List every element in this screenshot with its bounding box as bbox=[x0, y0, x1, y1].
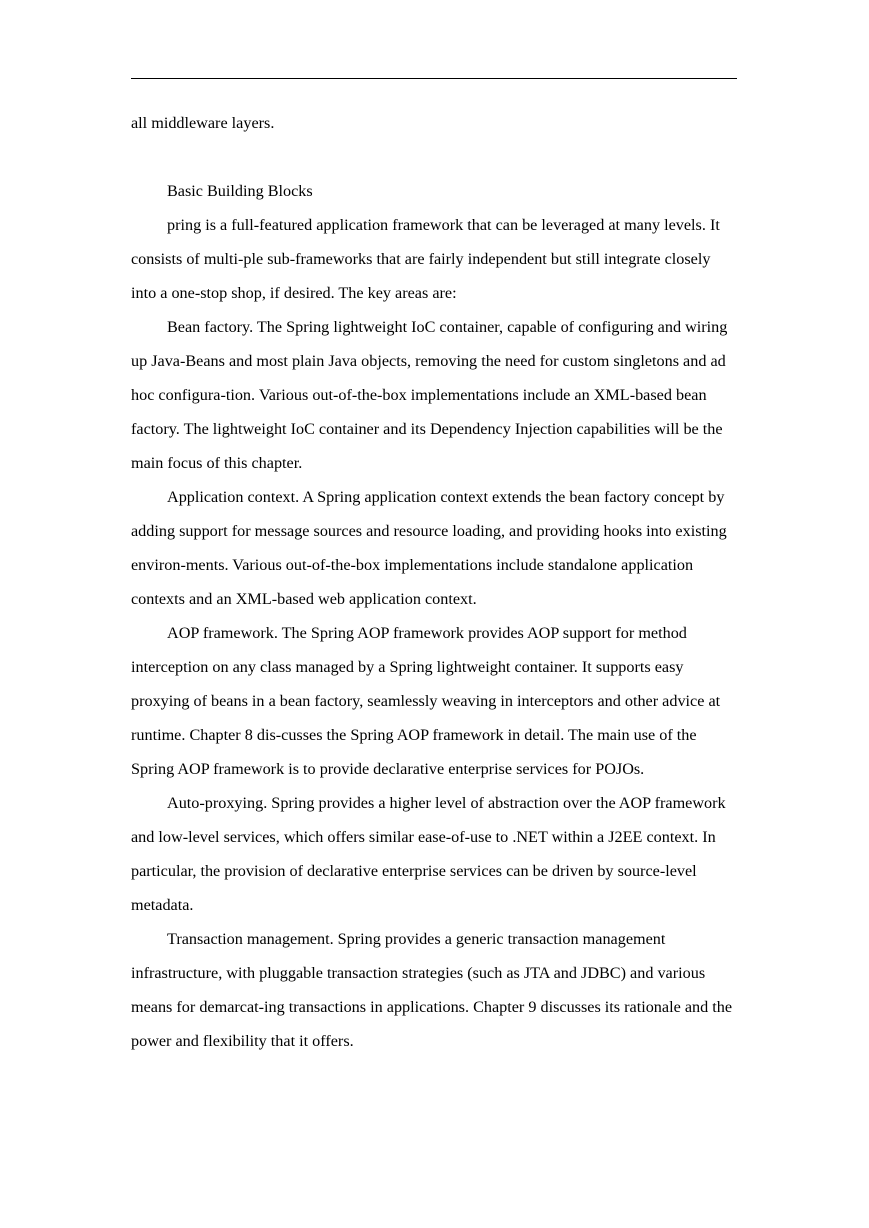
paragraph-transaction-management: Transaction management. Spring provides a generic transaction management infrastructure, with pluggable transaction strategies (such as JTA and JDBC) and various means for demarcat-ing transactions in applications. Chapter 9 discusses its rationale and the power and flexibility that it offers. bbox=[131, 930, 733, 1050]
paragraph-aop-framework: AOP framework. The Spring AOP framework provides AOP support for method interception on any class managed by a Spring lightweight container. It supports easy proxying of beans in a bean factory, seamlessly weaving in interceptors and other advice at runtime. Chapter 8 dis-cusses the Spring AOP framework in detail. The main use of the Spring AOP framework is to provide declarative enterprise services for POJOs. bbox=[131, 624, 721, 778]
paragraph-intro: pring is a full-featured application framework that can be leveraged at many levels. It consists of multi-ple sub-frameworks that are fairly independent but still integrate closely into a one-stop shop, if desired. The key areas are: bbox=[131, 216, 720, 302]
paragraph-application-context: Application context. A Spring application context extends the bean factory concept by adding support for message sources and resource loading, and providing hooks into existing environ-ments. Various out-of-the-box implementations include standalone application contexts and an XML-based web application context. bbox=[131, 488, 727, 608]
paragraph-gap bbox=[131, 140, 737, 174]
continuation-line: all middleware layers. bbox=[131, 114, 275, 132]
section-heading: Basic Building Blocks bbox=[167, 182, 313, 200]
header-rule bbox=[131, 78, 737, 79]
text-body bbox=[131, 106, 737, 1058]
paragraph-bean-factory: Bean factory. The Spring lightweight IoC container, capable of configuring and wiring up Java-Beans and most plain Java objects, removing the need for custom singletons and ad hoc configura-tion. Various out-of-the-box implementations include an XML-based bean factory. The lightweight IoC container and its Dependency Injection capabilities will be the main focus of this chapter. bbox=[131, 318, 728, 472]
paragraph-auto-proxying: Auto-proxying. Spring provides a higher level of abstraction over the AOP framework and low-level services, which offers similar ease-of-use to .NET within a J2EE context. In particular, the provision of declarative enterprise services can be driven by source-level metadata. bbox=[131, 794, 726, 914]
